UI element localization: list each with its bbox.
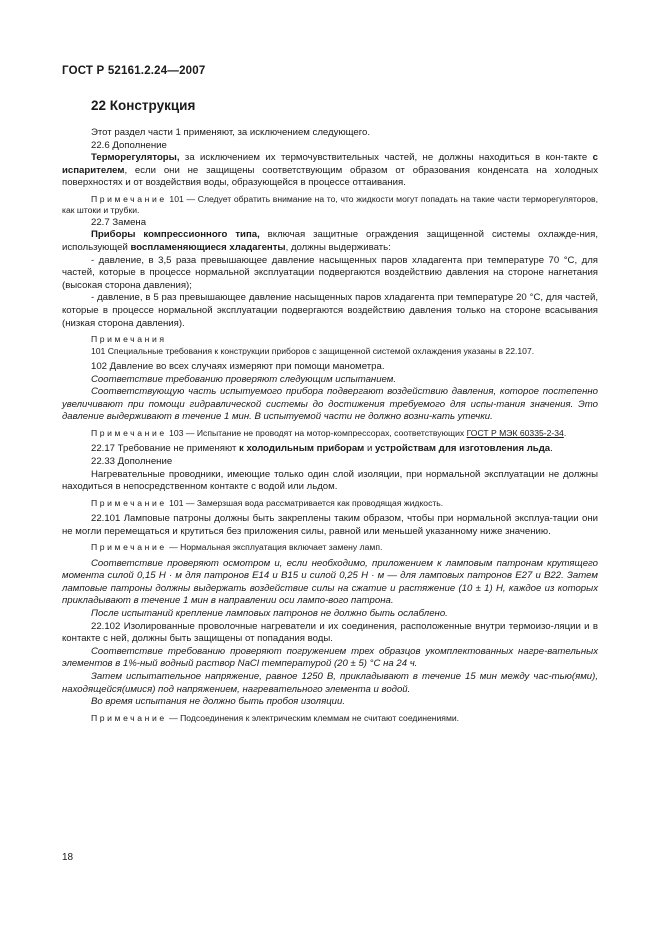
paragraph: Соответствие требованию проверяют погружением трех образцов укомплектованных нагре-вательных элементов в 1%-ный водный раствор NaCl температурой (20 ± 5) °С на 24 ч. — [62, 645, 598, 670]
note — [62, 498, 598, 509]
text: , должны выдерживать: — [285, 241, 391, 253]
term: устройствам для изготовления льда — [374, 443, 551, 455]
section-title: 22 Конструкция — [91, 98, 196, 113]
note-text: 101 — Замерзшая вода рассматривается как проводящая жидкость. — [166, 497, 444, 508]
paragraph: 22.33 Дополнение — [91, 455, 173, 467]
paragraph — [62, 443, 598, 456]
term: Приборы компрессионного типа, — [91, 229, 260, 241]
text: и — [364, 443, 375, 455]
note: 101 Специальные требования к конструкции приборов с защищенной системой охлаждения указаны в 22.107. — [91, 345, 535, 356]
text: . — [550, 443, 553, 455]
paragraph: 22.102 Изолированные проволочные нагреватели и их соединения, расположенные внутри термоизо-ляции и в контакте с ней, должны быть защищены от попадания воды. — [62, 620, 598, 645]
note-text: 103 — Испытание не проводят на мотор-компрессорах, соответствующих — [166, 427, 467, 438]
term: с испарителем — [62, 152, 598, 176]
note-label: Примечания — [91, 334, 167, 345]
paragraph: Соответствующую часть испытуемого прибора подвергают воздействию давления, которое постепенно увеличивают при помощи гидравлической системы до достижения требуемого для испы-тания значения. Это давление выдерживают в течение 1 мин. В испытуемой части не должно возни-кать утечки. — [62, 386, 598, 423]
paragraph: Затем испытательное напряжение, равное 1250 В, прикладывают в течение 15 мин между час-тью(ями), находящейся(имися) под напряжением, нагревательного элемента и водой. — [62, 671, 598, 695]
note — [62, 542, 598, 553]
text: включая защитные ограждения защищенной системы охлажде-ния, использующей — [62, 229, 598, 253]
note-text: . — [563, 427, 567, 438]
document-header: ГОСТ Р 52161.2.24—2007 — [62, 65, 206, 77]
note — [62, 194, 598, 217]
standard-link[interactable]: ГОСТ Р МЭК 60335-2-34 — [466, 427, 564, 438]
note-text: — Нормальная эксплуатация включает замену ламп. — [166, 542, 383, 553]
paragraph: Этот раздел части 1 применяют, за исключением следующего. — [91, 127, 371, 138]
term: воспламеняющиеся хладагенты — [130, 241, 286, 253]
paragraph: 102 Давление во всех случаях измеряют при помощи манометра. — [91, 360, 385, 372]
note-label: Примечание — [91, 193, 167, 204]
paragraph — [62, 152, 598, 190]
note — [62, 428, 598, 439]
term: к холодильным приборам — [239, 443, 365, 455]
paragraph: Во время испытания не должно быть пробоя изоляции. — [91, 696, 346, 708]
paragraph: 22.101 Ламповые патроны должны быть закреплены таким образом, чтобы при нормальной эксплуа-тации они не могли перемещаться и крутиться без приложения силы, равной или меньшей указанному ниже значению. — [62, 513, 598, 537]
paragraph: - давление, в 3,5 раза превышающее давление насыщенных паров хладагента при температуре 70 °С, для частей, которые в процессе нормальной эксплуатации подвергаются воздействию давления на стороне нагнетания (высокая сторона давления); — [62, 254, 598, 291]
paragraph: Нагревательные проводники, имеющие только один слой изоляции, при нормальной эксплуатации не должны находиться в непосредственном контакте с водой или льдом. — [62, 468, 598, 493]
note-label: Примечание — [91, 427, 167, 438]
note-label: Примечание — [91, 497, 167, 508]
term: Терморегуляторы, — [91, 152, 180, 164]
page-number: 18 — [62, 852, 74, 863]
note-text: — Подсоединения к электрическим клеммам не считают соединениями. — [166, 712, 460, 723]
paragraph: 22.7 Замена — [91, 216, 147, 228]
paragraph: Соответствие требованию проверяют следующим испытанием. — [91, 373, 397, 385]
note-text: 101 — Следует обратить внимание на то, что жидкости могут попадать на такие части терморегуляторов, как штоки и трубки. — [62, 193, 598, 216]
paragraph: - давление, в 5 раз превышающее давление насыщенных паров хладагента при температуре 20 °С, для частей, которые в процессе нормальной эксплуатации подвергаются воздействию давления только на стороне всасывания (низкая сторона давления). — [62, 292, 598, 329]
paragraph: Соответствие проверяют осмотром и, если необходимо, приложением к ламповым патронам крутящего момента силой 0,15 Н · м для патронов Е14 и В15 и силой 0,25 Н · м — для ламповых патронов Е27 и В22. Затем ламповые патроны должны выдержать воздействие силы на сжатие и растяжение (10 ± 1) Н, каждое из которых прикладывают в течение 1 мин в направлении оси лампо-вого патрона. — [62, 557, 598, 607]
text: за исключением их термочувствительных частей, не должны находиться в кон-такте — [179, 152, 593, 164]
note-label: Примечание — [91, 712, 167, 723]
paragraph: 22.6 Дополнение — [91, 139, 167, 151]
paragraph: После испытаний крепление ламповых патронов не должно быть ослаблено. — [91, 608, 448, 620]
note-label: Примечание — [91, 542, 167, 553]
note-heading — [62, 334, 598, 345]
document-body — [62, 127, 598, 724]
text: , если они не защищены соответствующим образом от образования конденсата на холодных поверхностях и от воздействия воды, образующейся в процессе оттаивания. — [62, 164, 598, 189]
text: 22.17 Требование не применяют — [91, 443, 240, 455]
paragraph — [62, 229, 598, 254]
note — [62, 713, 598, 724]
